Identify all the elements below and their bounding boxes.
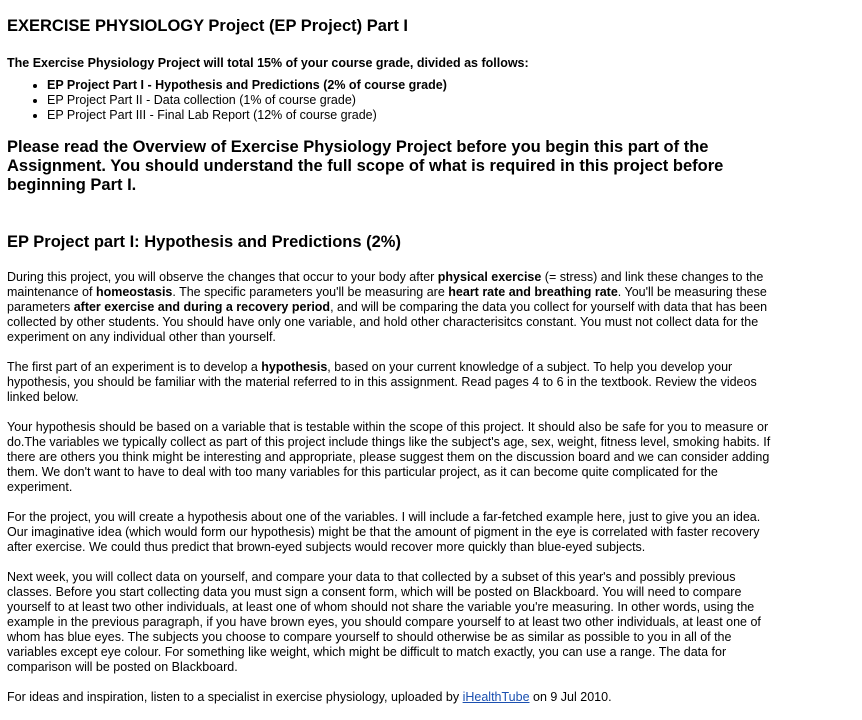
paragraph-inspiration: For ideas and inspiration, listen to a specialist in exercise physiology, uploaded by iHealthTube on 9 Jul 2010. — [7, 690, 612, 704]
paragraph-variables: Your hypothesis should be based on a variable that is testable within the scope of this project. It should also be safe for you to measure or do.The variables we typically collect as part of this project include things like the subject's age, sex, weight, fitness level, smoking habits. If there are others you think might be interesting and appropriate, please suggest them on the discussion board and we can consider adding them. We don't want to have to deal with too many variables for this particular project, as it can become quite complicated for the experiment. — [7, 420, 771, 494]
paragraph-hypothesis: The first part of an experiment is to develop a hypothesis, based on your current knowledge of a subject. To help you develop your hypothesis, you should be familiar with the material referred to in this assignment. Read pages 4 to 6 in the textbook. Review the videos linked below. — [7, 360, 757, 404]
body-text — [7, 270, 772, 720]
page-title: EXERCISE PHYSIOLOGY Project (EP Project) Part I — [7, 17, 409, 35]
intro-text: The Exercise Physiology Project will total 15% of your course grade, divided as follows: — [7, 56, 529, 70]
section-heading: EP Project part I: Hypothesis and Predictions (2%) — [7, 233, 401, 251]
list-item: • EP Project Part III - Final Lab Report (12% of course grade) — [47, 108, 447, 123]
list-item: • EP Project Part I - Hypothesis and Predictions (2% of course grade) — [47, 78, 447, 93]
paragraph-example: For the project, you will create a hypothesis about one of the variables. I will include a far-fetched example here, just to give you an idea. Our imaginative idea (which would form our hypothesis) might be that the amount of pigment in the eye is correlated with faster recovery after exercise. We could thus predict that brown-eyed subjects would recover more quickly than blue-eyed subjects. — [7, 510, 761, 554]
paragraph-intro: During this project, you will observe the changes that occur to your body after physical exercise (= stress) and link these changes to the maintenance of homeostasis. The specific parameters you'll be measuring are heart rate and breathing rate. You'll be measuring these parameters after exercise and during a recovery period, and will be comparing the data you collect for yourself with data that has been collected by other students. You should have only one variable, and hold other characterisitcs constant. You must not collect data for the experiment on any individual other than yourself. — [7, 270, 768, 344]
paragraph-data-collection: Next week, you will collect data on yourself, and compare your data to that collected by a subset of this year's and possibly previous classes. Before you start collecting data you must sign a consent form, which will be posted on Blackboard. You will need to compare yourself to at least two other individuals, at least one of whom should not share the variable you're measuring. In other words, using the example in the previous paragraph, if you have brown eyes, you should compare yourself to at least two other individuals, at least one of whom has blue eyes. The subjects you choose to compare yourself to should otherwise be as similar as possible to you in all of the variables except eye colour. For something like weight, which might be difficult to match exactly, you can use a range. The data for comparison will be posted on Blackboard. — [7, 570, 761, 674]
list-item: • EP Project Part II - Data collection (1% of course grade) — [47, 93, 447, 108]
overview-notice: Please read the Overview of Exercise Physiology Project before you begin this part of the Assignment. You should understand the full scope of what is required in this project before beginning Part I. — [7, 138, 724, 194]
ihealthtube-link[interactable]: iHealthTube — [462, 690, 530, 704]
project-parts-list — [0, 78, 447, 123]
